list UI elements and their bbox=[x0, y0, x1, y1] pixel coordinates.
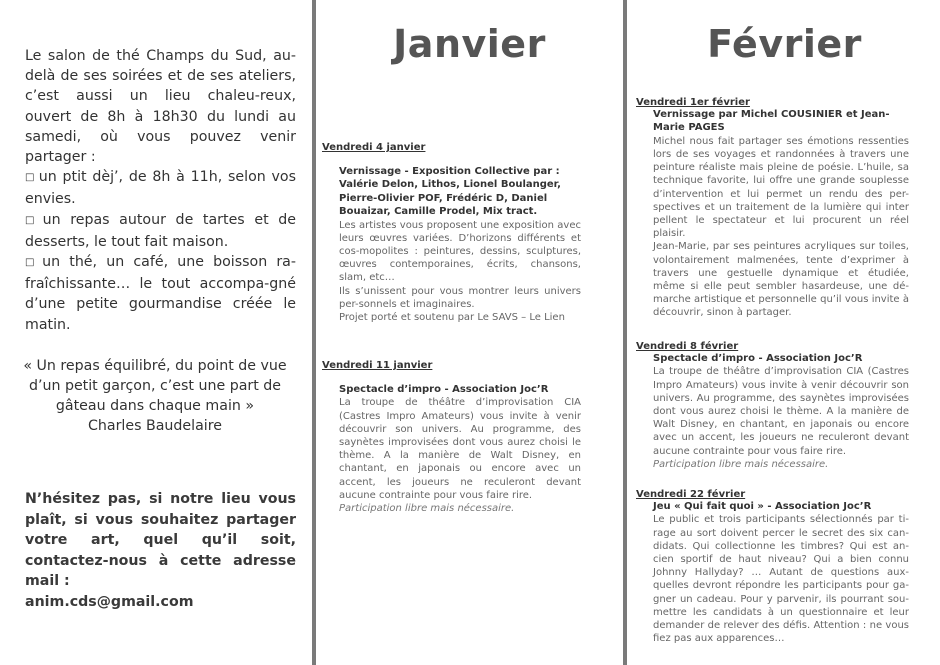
quote-line: d’un petit garçon, c’est une part de bbox=[28, 378, 282, 394]
event-description: Projet porté et soutenu par Le SAVS – Le Lien bbox=[339, 312, 565, 324]
event-description: Ils s’unissent pour vous montrer leurs univers per-sonnels et imaginaires. bbox=[339, 285, 581, 310]
contact-text: N’hésitez pas, si notre lieu vous plaît, si vous souhaitez partager votre art, quel qu’il soit, contactez-nous à cette adresse mail : bbox=[25, 491, 296, 589]
intro-paragraph: Le salon de thé Champs du Sud, au-delà de ses soirées et de ses ateliers, c’est aussi un lieu chaleu-reux, ouvert de 8h à 18h30 du lundi au samedi, où vous pouvez venir partager : bbox=[25, 48, 296, 166]
quote-line: gâteau dans chaque main » bbox=[55, 398, 255, 414]
event-description: Les artistes vous proposent une exposition avec leurs œuvres variées. D’horizons différents et cos-mopolites : peintures, dessins, sculptures, œuvres contemporaines, écrits, chansons, slam, etc… bbox=[339, 219, 581, 284]
bullet-item: □ un thé, un café, une boisson ra-fraîchissante… le tout accompa-gné d’une petite gourmandise créée le matin. bbox=[25, 252, 296, 335]
event-description: Michel nous fait partager ses émotions ressenties lors de ses voyages et randonnées à travers une peinture réaliste mais pleine de poésie. L’huile, sa technique favorite, lui offre une grande souplesse d’intervention et lui permet un rendu des per-spectives et un traitement de la lumière qui inter pellent le spectateur et lui procurent un réel plaisir. bbox=[653, 135, 909, 240]
quote-line: « Un repas équilibré, du point de vue bbox=[23, 358, 287, 374]
event-feb-8 bbox=[636, 341, 909, 471]
contact-email[interactable]: anim.cds@gmail.com bbox=[25, 593, 194, 610]
event-description: Jean-Marie, par ses peintures acryliques sur toiles, volontairement malmenées, tente d’exprimer à travers une gestuelle dynamique et étudiée, même si elle peut sembler hasardeuse, une dé-marche artistique et personnelle qu’il vous invite à découvrir, sinon à partager. bbox=[653, 241, 909, 319]
event-date: Vendredi 4 janvier bbox=[322, 142, 426, 153]
column-fevrier bbox=[629, 0, 940, 665]
event-jan-4 bbox=[322, 142, 581, 324]
event-note: Participation libre mais nécessaire. bbox=[653, 458, 829, 470]
event-title: Vernissage par Michel COUSINIER et Jean-Marie PAGES bbox=[653, 109, 890, 134]
quote-author: Charles Baudelaire bbox=[88, 418, 222, 434]
event-title: Jeu « Qui fait quoi » - Association Joc’R bbox=[653, 501, 872, 512]
bullet-item: □ un ptit dèj’, de 8h à 11h, selon vos envies. bbox=[25, 167, 296, 209]
event-title: Spectacle d’impro - Association Joc’R bbox=[653, 353, 863, 364]
month-title: Janvier bbox=[393, 22, 546, 66]
event-title: Vernissage - Exposition Collective par : Valérie Delon, Lithos, Lionel Boulanger, Pierre-Olivier POF, Frédéric D, Daniel Bouaizar, Camille Prodel, Mix tract. bbox=[339, 166, 561, 218]
event-description: La troupe de théâtre d’improvisation CIA (Castres Impro Amateurs) vous invite à venir découvrir son univers. Au programme, des saynètes improvisées dont vous aurez choisi le thème. A la manière de Walt Disney, en chantant, en japonais ou encore avec un accent, les joueurs ne reculeront devant aucune contrainte pour vous faire rire. bbox=[653, 366, 909, 457]
event-date: Vendredi 11 janvier bbox=[322, 360, 433, 371]
event-description: Le public et trois participants sélectionnés par ti-rage au sort doivent percer le secret des six can-didats. Qui collectionne les timbres? Qui est an-cien sportif de haut niveau? Qui a bien connu Johnny Hallyday? … Autant de questions aux-quelles devront répondre les participants pour ga-gner un cadeau. Pour y parvenir, ils pourrant sou-mettre les candidats à un questionnaire et leur demander de relever des défis. Attention : ne vous fiez pas aux apparences… bbox=[653, 514, 909, 645]
month-title: Février bbox=[707, 22, 862, 66]
intro-text bbox=[25, 46, 296, 335]
event-date: Vendredi 1er février bbox=[636, 97, 750, 108]
column-janvier bbox=[316, 0, 623, 665]
quote-block bbox=[2, 356, 308, 436]
column-info bbox=[0, 0, 312, 665]
event-description: La troupe de théâtre d’improvisation CIA (Castres Impro Amateurs) vous invite à venir découvrir son univers. Au programme, des saynètes improvisées dont vous aurez choisi le thème. A la manière de Walt Disney, en chantant, en japonais ou encore avec un accent, les joueurs ne reculeront devant aucune contrainte pour vous faire rire. bbox=[339, 397, 581, 501]
column-divider-right bbox=[623, 0, 627, 665]
event-date: Vendredi 22 février bbox=[636, 489, 746, 500]
event-feb-22 bbox=[636, 489, 909, 645]
event-title: Spectacle d’impro - Association Joc’R bbox=[339, 384, 549, 395]
event-date: Vendredi 8 février bbox=[636, 341, 739, 352]
event-jan-11 bbox=[322, 360, 581, 515]
contact-block bbox=[25, 489, 296, 612]
event-note: Participation libre mais nécessaire. bbox=[339, 503, 515, 515]
event-feb-1 bbox=[636, 97, 909, 320]
bullet-item: □ un repas autour de tartes et de desserts, le tout fait maison. bbox=[25, 210, 296, 252]
